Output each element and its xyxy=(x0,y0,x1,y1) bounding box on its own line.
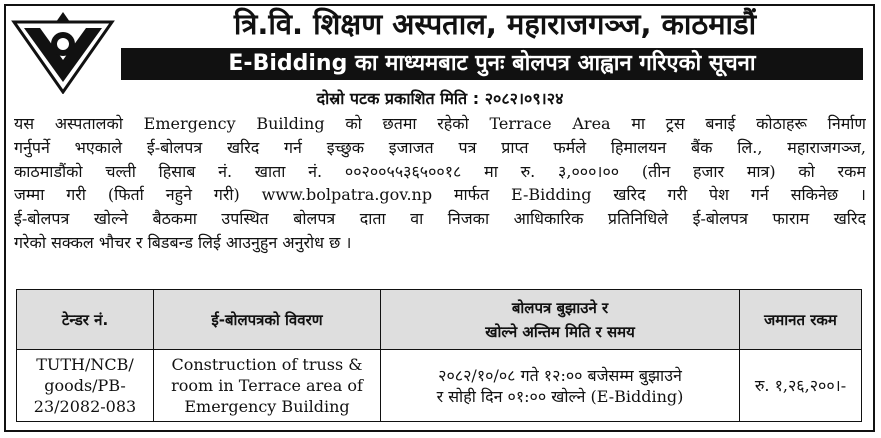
header-tender-no: टेन्डर नं. xyxy=(17,290,154,350)
body-line: ई-बोलपत्र खोल्ने बैठकमा उपस्थित बोलपत्र दाता वा निजका आधिकारिक प्रतिनिधिले ई-बोलपत्र फाराम खरिद xyxy=(14,209,866,229)
hospital-title: त्रि.वि. शिक्षण अस्पताल, महाराजगञ्ज, काठमाडौं xyxy=(233,7,757,41)
body-line: काठमाडौंको चल्ती हिसाब नं. खाता नं. ००२००५५३६५००१८ मा रु. ३,०००।०० (तीन हजार मात्र) को रकम xyxy=(14,161,866,181)
body-line: यस अस्पतालको Emergency Building को छतमा रहेको Terrace Area मा ट्रस बनाई कोठाहरू निर्माण xyxy=(14,114,866,133)
header-bid-security: जमानत रकम xyxy=(740,290,862,350)
cell-bid-security: रु. १,२६,२००।- xyxy=(740,350,862,422)
university-seal-logo xyxy=(10,8,116,94)
body-line: गर्नुपर्ने भएकाले ई-बोलपत्र खरिद गर्न इच्छुक इजाजत पत्र प्राप्त फर्मले हिमालयन बैंक लि., महाराजगञ्ज, xyxy=(14,137,866,157)
table-row xyxy=(17,350,862,422)
header-deadline: बोलपत्र बुझाउने र खोल्ने अन्तिम मिति र समय xyxy=(381,290,740,350)
cell-tender-no: TUTH/NCB/ goods/PB- 23/2082-083 xyxy=(17,350,154,422)
notice-banner: E-Bidding का माध्यमबाट पुनः बोलपत्र आह्वान गरिएको सूचना xyxy=(121,48,863,80)
tender-table xyxy=(16,289,862,422)
cell-description: Construction of truss & room in Terrace area of Emergency Building xyxy=(154,350,381,422)
cell-deadline: २०८२/१०/०८ गते १२:०० बजेसम्म बुझाउने र सोही दिन ०१:०० खोल्ने (E-Bidding) xyxy=(381,350,740,422)
publication-date: दोस्रो पटक प्रकाशित मिति : २०८२।०९।२४ xyxy=(316,89,564,108)
body-line: जम्मा गरी (फिर्ता नहुने गरी) www.bolpatra.gov.np मार्फत E-Bidding खरिद गरी पेश गर्न सकिनेछ । xyxy=(14,185,866,205)
header-description: ई-बोलपत्रको विवरण xyxy=(154,290,381,350)
body-line: गरेको सक्कल भौचर र बिडबन्ड लिई आउनुहुन अनुरोध छ । xyxy=(14,232,352,252)
table-header-row xyxy=(17,290,862,350)
notice-body xyxy=(14,112,866,255)
